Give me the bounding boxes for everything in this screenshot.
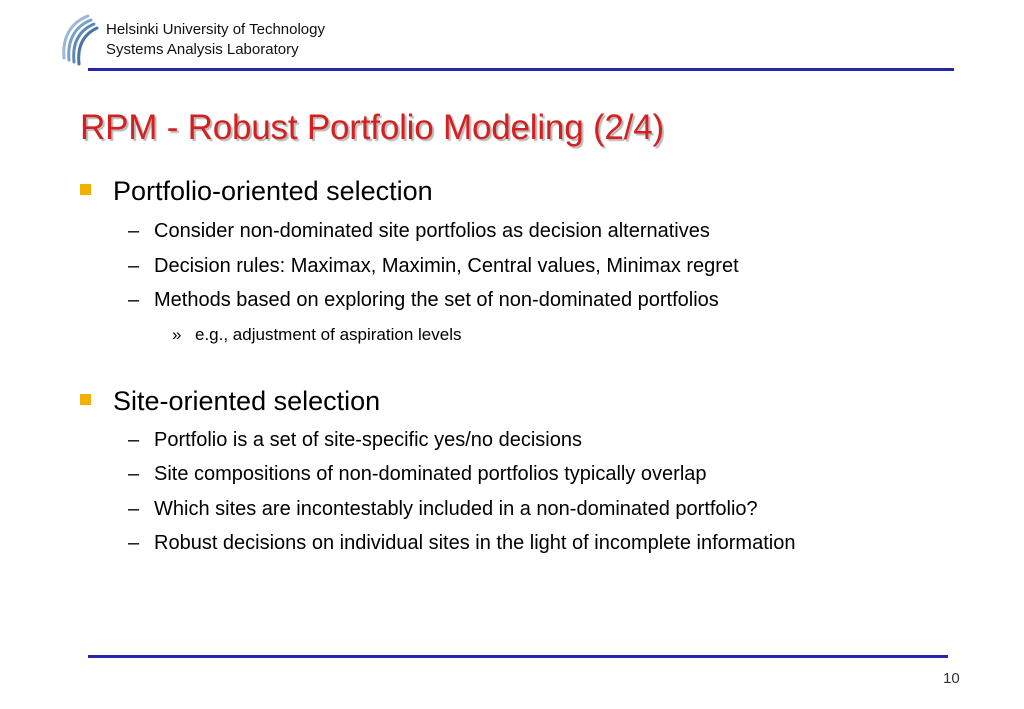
institution-line-2: Systems Analysis Laboratory	[106, 41, 299, 58]
page-number: 10	[943, 670, 960, 687]
list-item	[128, 498, 758, 521]
raquo-bullet-icon: »	[172, 325, 182, 344]
university-logo	[58, 14, 100, 66]
slide-title: RPM - Robust Portfolio Modeling (2/4)	[80, 108, 664, 147]
list-item-text: Site compositions of non-dominated portfolios typically overlap	[154, 463, 707, 485]
dash-bullet-icon: –	[128, 498, 140, 520]
list-item-text: Decision rules: Maximax, Maximin, Central values, Minimax regret	[154, 255, 739, 277]
section-heading-portfolio	[80, 176, 433, 207]
list-item	[128, 220, 710, 243]
list-item	[128, 532, 795, 555]
sub-list-item	[172, 325, 461, 345]
list-item	[128, 429, 582, 452]
section-heading-site	[80, 386, 380, 417]
square-bullet-icon	[80, 394, 91, 405]
square-bullet-icon	[80, 184, 91, 195]
dash-bullet-icon: –	[128, 289, 140, 311]
dash-bullet-icon: –	[128, 532, 140, 554]
list-item-text: Methods based on exploring the set of non-dominated portfolios	[154, 289, 719, 311]
list-item	[128, 289, 719, 312]
list-item-text: Which sites are incontestably included in a non-dominated portfolio?	[154, 498, 758, 520]
institution-line-1: Helsinki University of Technology	[106, 21, 325, 38]
footer-rule	[88, 655, 948, 658]
dash-bullet-icon: –	[128, 220, 140, 242]
section-heading-text: Site-oriented selection	[113, 386, 381, 416]
section-heading-text: Portfolio-oriented selection	[113, 176, 433, 206]
sub-list-item-text: e.g., adjustment of aspiration levels	[195, 325, 462, 344]
institution-name	[106, 20, 325, 60]
dash-bullet-icon: –	[128, 429, 140, 451]
list-item-text: Robust decisions on individual sites in the light of incomplete information	[154, 532, 796, 554]
list-item	[128, 463, 707, 486]
list-item	[128, 255, 739, 278]
list-item-text: Portfolio is a set of site-specific yes/no decisions	[154, 429, 582, 451]
header-rule	[88, 68, 954, 71]
dash-bullet-icon: –	[128, 255, 140, 277]
list-item-text: Consider non-dominated site portfolios as decision alternatives	[154, 220, 710, 242]
dash-bullet-icon: –	[128, 463, 140, 485]
